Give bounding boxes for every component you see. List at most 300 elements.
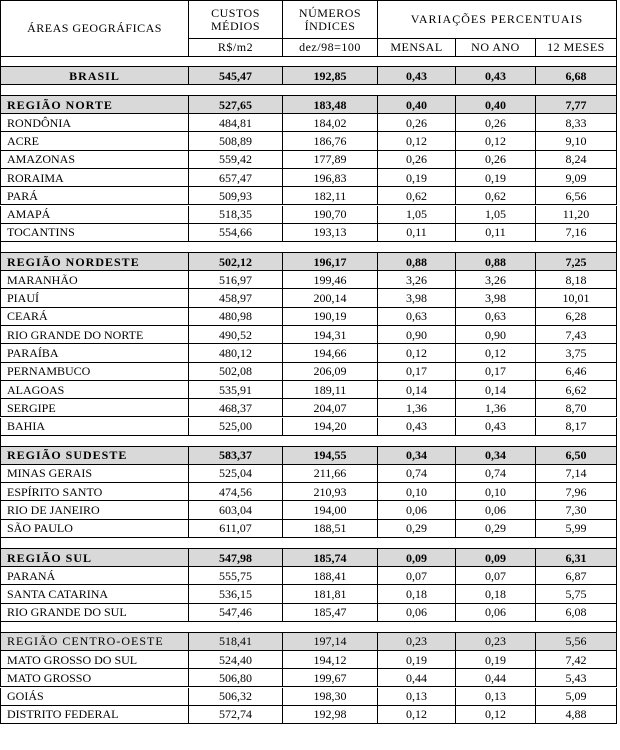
numero-indice-cell: [283, 669, 378, 687]
custo-medio-cell: [189, 688, 283, 706]
cell-value: 502,08: [219, 364, 252, 379]
area-name-cell: [0, 224, 189, 242]
cell-value: 186,76: [313, 133, 347, 148]
header-numeros-unit: [283, 38, 378, 57]
cell-value: 182,11: [313, 188, 347, 203]
cell-value: 6,08: [565, 605, 587, 620]
cell-value: 7,30: [565, 503, 587, 518]
custo-medio-cell: [189, 446, 283, 465]
area-name-cell: [0, 132, 189, 150]
cell-value: 3,26: [406, 272, 427, 287]
numero-indice-cell: [283, 206, 378, 224]
header-12-meses-label: 12 MESES: [547, 40, 605, 55]
header-areas: [0, 0, 189, 57]
table-row: [0, 418, 617, 436]
cell-value: 0,07: [406, 568, 427, 583]
var-ano-cell: [456, 548, 536, 567]
area-name: BAHIA: [7, 419, 45, 434]
custo-medio-cell: [189, 206, 283, 224]
cell-value: 0,62: [406, 188, 427, 203]
table-row: [0, 206, 617, 224]
numero-indice-cell: [283, 308, 378, 326]
var-12-meses-cell: [536, 132, 617, 150]
table-row: [0, 585, 617, 603]
area-name: CEARÁ: [7, 309, 48, 324]
var-ano-cell: [456, 669, 536, 687]
cell-value: 547,98: [219, 550, 252, 565]
var-mensal-cell: [378, 66, 456, 85]
table-row: [0, 567, 617, 585]
var-ano-cell: [456, 604, 536, 622]
var-ano-cell: [456, 224, 536, 242]
var-12-meses-cell: [536, 446, 617, 465]
cell-value: 525,00: [219, 419, 252, 434]
header-custos: [189, 0, 283, 39]
var-12-meses-cell: [536, 604, 617, 622]
var-mensal-cell: [378, 520, 456, 538]
custo-medio-cell: [189, 651, 283, 669]
var-mensal-cell: [378, 381, 456, 399]
cell-value: 0,43: [406, 419, 427, 434]
cell-value: 0,74: [485, 466, 506, 481]
cell-value: 554,66: [219, 225, 252, 240]
table-row: [0, 308, 617, 326]
numero-indice-cell: [283, 95, 378, 114]
cell-value: 199,46: [313, 272, 347, 287]
cell-value: 0,43: [406, 68, 427, 83]
cell-value: 185,74: [313, 550, 347, 565]
var-ano-cell: [456, 344, 536, 362]
var-ano-cell: [456, 651, 536, 669]
custo-medio-cell: [189, 501, 283, 519]
cell-value: 0,17: [406, 364, 427, 379]
cell-value: 3,98: [406, 291, 427, 306]
area-name: AMAZONAS: [7, 152, 76, 167]
custo-medio-cell: [189, 326, 283, 344]
cell-value: 183,48: [313, 97, 347, 112]
cell-value: 190,70: [313, 207, 347, 222]
var-12-meses-cell: [536, 326, 617, 344]
numero-indice-cell: [283, 446, 378, 465]
area-name-cell: [0, 483, 189, 501]
var-ano-cell: [456, 501, 536, 519]
area-name: MARANHÃO: [7, 272, 78, 287]
cell-value: 0,13: [406, 689, 427, 704]
var-ano-cell: [456, 151, 536, 169]
numero-indice-cell: [283, 326, 378, 344]
cell-value: 0,18: [406, 586, 427, 601]
cell-value: 6,50: [565, 448, 587, 463]
header-12-meses: [536, 38, 617, 57]
cell-value: 516,97: [219, 272, 252, 287]
cell-value: 6,62: [565, 382, 587, 397]
var-mensal-cell: [378, 151, 456, 169]
area-name: PARAÍBA: [7, 345, 59, 360]
area-name-cell: [0, 520, 189, 538]
table-row: [0, 132, 617, 150]
var-12-meses-cell: [536, 483, 617, 501]
brasil-row: [0, 66, 617, 85]
cell-value: 0,19: [406, 170, 427, 185]
area-name-cell: [0, 66, 189, 85]
var-12-meses-cell: [536, 363, 617, 381]
spacer-row: [0, 538, 617, 548]
cell-value: 9,10: [565, 133, 587, 148]
region-row: [0, 252, 617, 271]
var-12-meses-cell: [536, 224, 617, 242]
var-mensal-cell: [378, 651, 456, 669]
custo-medio-cell: [189, 66, 283, 85]
area-name: SERGIPE: [7, 400, 56, 415]
area-name: ACRE: [7, 133, 40, 148]
table-row: [0, 114, 617, 132]
cell-value: 555,75: [219, 568, 252, 583]
cell-value: 0,40: [406, 97, 427, 112]
table-row: [0, 669, 617, 687]
cell-value: 184,02: [313, 115, 347, 130]
var-12-meses-cell: [536, 706, 617, 724]
cell-value: 196,83: [313, 170, 347, 185]
cell-value: 0,62: [485, 188, 506, 203]
area-name: RONDÔNIA: [7, 115, 71, 130]
var-mensal-cell: [378, 501, 456, 519]
cell-value: 0,06: [406, 605, 427, 620]
area-name: PARÁ: [7, 188, 38, 203]
numero-indice-cell: [283, 567, 378, 585]
numero-indice-cell: [283, 344, 378, 362]
header-custos-unit: [189, 38, 283, 57]
area-name: PIAUÍ: [7, 291, 39, 306]
cell-value: 204,07: [313, 400, 347, 415]
area-name-cell: [0, 169, 189, 187]
cell-value: 0,29: [406, 521, 427, 536]
cell-value: 545,47: [219, 68, 252, 83]
cell-value: 1,05: [406, 207, 427, 222]
area-name: RIO GRANDE DO NORTE: [7, 327, 144, 342]
numero-indice-cell: [283, 604, 378, 622]
table-row: [0, 399, 617, 417]
cell-value: 3,26: [485, 272, 506, 287]
var-ano-cell: [456, 483, 536, 501]
custo-medio-cell: [189, 483, 283, 501]
var-mensal-cell: [378, 688, 456, 706]
cell-value: 506,80: [219, 670, 252, 685]
table-row: [0, 363, 617, 381]
area-name-cell: [0, 651, 189, 669]
area-name-cell: [0, 206, 189, 224]
var-mensal-cell: [378, 326, 456, 344]
area-name: REGIÃO CENTRO-OESTE: [7, 634, 164, 649]
header-mensal: [378, 38, 456, 57]
var-mensal-cell: [378, 187, 456, 205]
numero-indice-cell: [283, 224, 378, 242]
area-name: RIO DE JANEIRO: [7, 503, 100, 518]
var-mensal-cell: [378, 706, 456, 724]
area-name: RIO GRANDE DO SUL: [7, 605, 127, 620]
area-name-cell: [0, 501, 189, 519]
cell-value: 194,00: [313, 503, 347, 518]
cell-value: 5,75: [565, 586, 587, 601]
spacer-row: [0, 436, 617, 446]
spacer-row: [0, 85, 617, 95]
area-name-cell: [0, 548, 189, 567]
custo-medio-cell: [189, 669, 283, 687]
cell-value: 194,12: [313, 652, 347, 667]
var-ano-cell: [456, 688, 536, 706]
area-name-cell: [0, 399, 189, 417]
cell-value: 198,30: [313, 689, 347, 704]
cell-value: 611,07: [219, 521, 252, 536]
area-name-cell: [0, 95, 189, 114]
var-12-meses-cell: [536, 501, 617, 519]
cell-value: 0,19: [485, 170, 506, 185]
table-row: [0, 224, 617, 242]
cell-value: 0,12: [406, 133, 427, 148]
cell-value: 0,18: [485, 586, 506, 601]
custo-medio-cell: [189, 187, 283, 205]
cell-value: 0,06: [406, 503, 427, 518]
numero-indice-cell: [283, 501, 378, 519]
cell-value: 210,93: [313, 484, 347, 499]
var-ano-cell: [456, 66, 536, 85]
header-numeros-unit-label: dez/98=100: [299, 40, 361, 55]
cell-value: 0,74: [406, 466, 427, 481]
cell-value: 9,09: [565, 170, 587, 185]
cell-value: 0,88: [485, 254, 506, 269]
numero-indice-cell: [283, 187, 378, 205]
custo-medio-cell: [189, 169, 283, 187]
var-ano-cell: [456, 252, 536, 271]
cell-value: 0,88: [406, 254, 427, 269]
cell-value: 7,42: [565, 652, 587, 667]
cell-value: 657,47: [219, 170, 252, 185]
custo-medio-cell: [189, 418, 283, 436]
area-name-cell: [0, 381, 189, 399]
cell-value: 0,06: [485, 605, 506, 620]
var-ano-cell: [456, 520, 536, 538]
cell-value: 192,85: [313, 68, 347, 83]
cell-value: 583,37: [219, 448, 252, 463]
cell-value: 199,67: [313, 670, 347, 685]
area-name: MINAS GERAIS: [7, 466, 93, 481]
cell-value: 0,29: [485, 521, 506, 536]
custo-medio-cell: [189, 604, 283, 622]
var-12-meses-cell: [536, 399, 617, 417]
custo-medio-cell: [189, 344, 283, 362]
cell-value: 177,89: [313, 152, 347, 167]
cell-value: 502,12: [219, 254, 252, 269]
var-mensal-cell: [378, 399, 456, 417]
var-mensal-cell: [378, 252, 456, 271]
cell-value: 525,04: [219, 466, 252, 481]
var-mensal-cell: [378, 169, 456, 187]
custo-medio-cell: [189, 308, 283, 326]
var-ano-cell: [456, 418, 536, 436]
cell-value: 0,12: [485, 133, 506, 148]
custo-medio-cell: [189, 632, 283, 651]
cell-value: 200,14: [313, 291, 347, 306]
var-12-meses-cell: [536, 381, 617, 399]
cell-value: 474,56: [219, 484, 252, 499]
table-row: [0, 289, 617, 307]
var-12-meses-cell: [536, 95, 617, 114]
area-name-cell: [0, 567, 189, 585]
cell-value: 1,36: [485, 400, 506, 415]
custo-medio-cell: [189, 399, 283, 417]
numero-indice-cell: [283, 399, 378, 417]
var-12-meses-cell: [536, 289, 617, 307]
var-mensal-cell: [378, 585, 456, 603]
spacer-row: [0, 622, 617, 632]
area-name: MATO GROSSO: [7, 670, 92, 685]
cell-value: 0,26: [485, 152, 506, 167]
var-mensal-cell: [378, 344, 456, 362]
var-12-meses-cell: [536, 548, 617, 567]
area-name-cell: [0, 688, 189, 706]
cell-value: 572,74: [219, 707, 252, 722]
cell-value: 458,97: [219, 291, 252, 306]
custo-medio-cell: [189, 706, 283, 724]
custo-medio-cell: [189, 289, 283, 307]
area-name: PARANÁ: [7, 568, 56, 583]
var-ano-cell: [456, 567, 536, 585]
cell-value: 7,43: [565, 327, 587, 342]
numero-indice-cell: [283, 465, 378, 483]
cell-value: 6,46: [565, 364, 587, 379]
area-name-cell: [0, 604, 189, 622]
area-name: ESPÍRITO SANTO: [7, 484, 103, 499]
var-ano-cell: [456, 169, 536, 187]
cell-value: 10,01: [562, 291, 590, 306]
var-ano-cell: [456, 363, 536, 381]
area-name: SÃO PAULO: [7, 521, 73, 536]
cell-value: 509,93: [219, 188, 252, 203]
header-custos-unit-label: R$/m2: [217, 40, 254, 55]
area-name: MATO GROSSO DO SUL: [7, 652, 138, 667]
var-mensal-cell: [378, 548, 456, 567]
cell-value: 197,14: [313, 634, 347, 649]
var-12-meses-cell: [536, 169, 617, 187]
var-ano-cell: [456, 465, 536, 483]
area-name-cell: [0, 465, 189, 483]
header-numeros-line1: NÚMEROS: [298, 5, 362, 20]
var-ano-cell: [456, 187, 536, 205]
cell-value: 1,05: [485, 207, 506, 222]
table-row: [0, 326, 617, 344]
var-12-meses-cell: [536, 520, 617, 538]
var-ano-cell: [456, 585, 536, 603]
header-custos-line1: CUSTOS: [211, 5, 260, 20]
var-mensal-cell: [378, 114, 456, 132]
cell-value: 0,12: [485, 345, 506, 360]
cell-value: 547,46: [219, 605, 252, 620]
numero-indice-cell: [283, 418, 378, 436]
custo-medio-cell: [189, 520, 283, 538]
custo-medio-cell: [189, 151, 283, 169]
cell-value: 194,20: [313, 419, 347, 434]
header-areas-label: ÁREAS GEOGRÁFICAS: [27, 21, 162, 36]
var-mensal-cell: [378, 308, 456, 326]
var-12-meses-cell: [536, 187, 617, 205]
var-ano-cell: [456, 308, 536, 326]
var-mensal-cell: [378, 224, 456, 242]
table-row: [0, 688, 617, 706]
area-name: DISTRITO FEDERAL: [7, 707, 119, 722]
cell-value: 5,56: [565, 634, 587, 649]
numero-indice-cell: [283, 520, 378, 538]
area-name: PERNAMBUCO: [7, 364, 91, 379]
numero-indice-cell: [283, 132, 378, 150]
area-name: BRASIL: [69, 68, 120, 83]
custo-medio-cell: [189, 132, 283, 150]
cell-value: 6,28: [565, 309, 587, 324]
cell-value: 524,40: [219, 652, 252, 667]
table-row: [0, 271, 617, 289]
custo-medio-cell: [189, 95, 283, 114]
area-name-cell: [0, 706, 189, 724]
cell-value: 0,12: [406, 345, 427, 360]
region-row: [0, 446, 617, 465]
area-name-cell: [0, 418, 189, 436]
cell-value: 194,31: [313, 327, 347, 342]
area-name-cell: [0, 363, 189, 381]
cell-value: 6,68: [565, 68, 587, 83]
custo-medio-cell: [189, 465, 283, 483]
cell-value: 189,11: [313, 382, 347, 397]
var-ano-cell: [456, 632, 536, 651]
cell-value: 0,12: [485, 707, 506, 722]
var-ano-cell: [456, 206, 536, 224]
area-name-cell: [0, 187, 189, 205]
table-row: [0, 520, 617, 538]
custo-medio-cell: [189, 548, 283, 567]
cell-value: 508,89: [219, 133, 252, 148]
cell-value: 181,81: [313, 586, 347, 601]
custo-medio-cell: [189, 567, 283, 585]
cell-value: 0,06: [485, 503, 506, 518]
cell-value: 6,31: [565, 550, 587, 565]
header-custos-line2: MÉDIOS: [210, 18, 260, 33]
cell-value: 603,04: [219, 503, 252, 518]
numero-indice-cell: [283, 252, 378, 271]
cell-value: 0,26: [406, 152, 427, 167]
cell-value: 0,09: [406, 550, 427, 565]
spacer-row: [0, 242, 617, 252]
cell-value: 0,90: [485, 327, 506, 342]
cell-value: 7,16: [565, 225, 587, 240]
cell-value: 5,09: [565, 689, 587, 704]
cell-value: 6,87: [565, 568, 587, 583]
cell-value: 490,52: [219, 327, 252, 342]
cell-value: 8,70: [565, 400, 587, 415]
custo-medio-cell: [189, 114, 283, 132]
cell-value: 185,47: [313, 605, 347, 620]
cell-value: 536,15: [219, 586, 252, 601]
cell-value: 0,07: [485, 568, 506, 583]
cell-value: 7,77: [565, 97, 587, 112]
var-mensal-cell: [378, 363, 456, 381]
numero-indice-cell: [283, 585, 378, 603]
custo-medio-cell: [189, 271, 283, 289]
area-name: REGIÃO NORTE: [7, 97, 113, 112]
cell-value: 4,88: [565, 707, 587, 722]
cell-value: 0,19: [485, 652, 506, 667]
cell-value: 527,65: [219, 97, 252, 112]
table-row: [0, 706, 617, 724]
cell-value: 0,17: [485, 364, 506, 379]
cell-value: 196,17: [313, 254, 347, 269]
cell-value: 188,51: [313, 521, 347, 536]
